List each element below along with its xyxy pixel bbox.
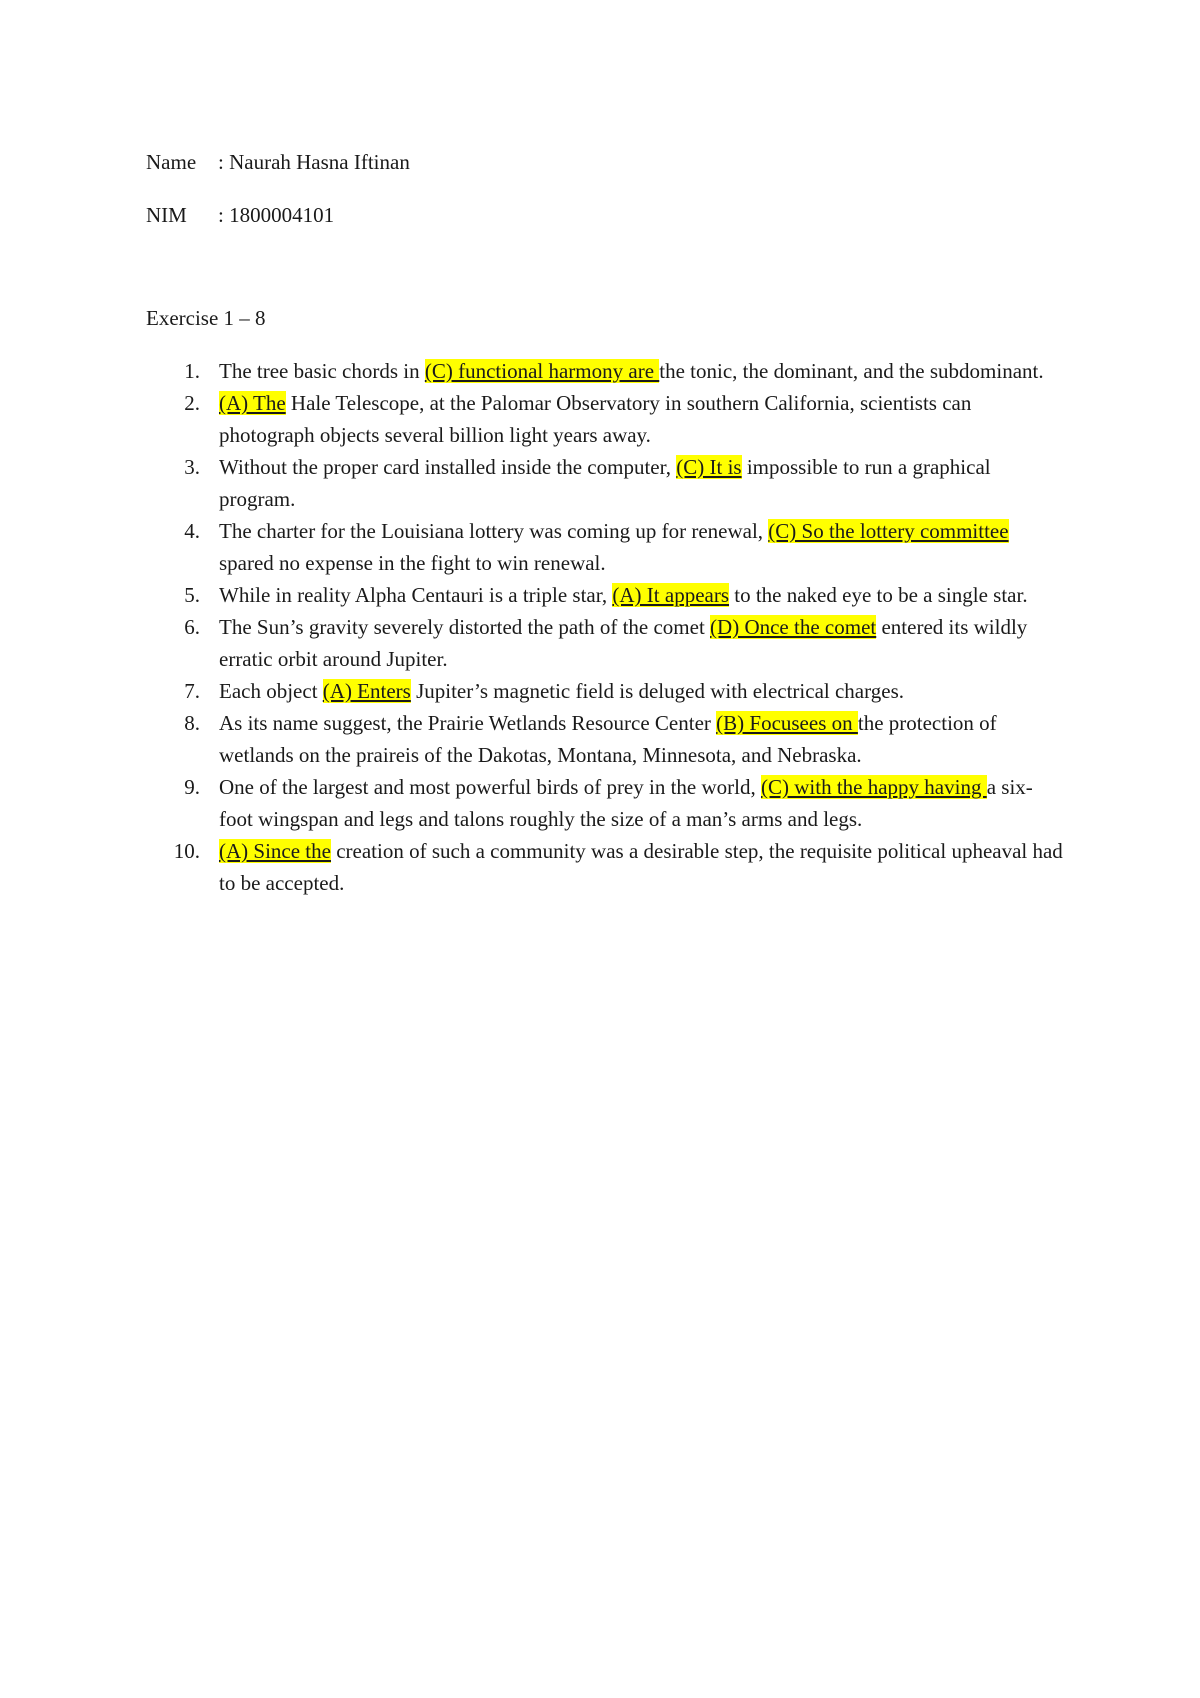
item-number: 1.: [184, 359, 200, 383]
list-item: [146, 611, 1066, 675]
item-text-after: spared no expense in the fight to win renewal.: [219, 551, 606, 575]
name-label: Name: [146, 150, 197, 174]
highlighted-answer: (A) Since the: [219, 839, 331, 863]
item-text-after: Hale Telescope, at the Palomar Observatory in southern California, scientists can photograph objects several billion light years away.: [219, 391, 972, 447]
item-text-before: As its name suggest, the Prairie Wetlands Resource Center: [219, 711, 717, 735]
nim-label: NIM: [146, 203, 187, 227]
highlighted-answer: (C) So the lottery committee: [768, 519, 1009, 543]
item-number: 4.: [184, 519, 200, 543]
item-number: 3.: [184, 455, 200, 479]
item-text-before: One of the largest and most powerful birds of prey in the world,: [219, 775, 761, 799]
item-text-before: Without the proper card installed inside the computer,: [219, 455, 677, 479]
nim-value: : 1800004101: [218, 203, 335, 227]
highlighted-answer: (D) Once the comet: [710, 615, 877, 639]
item-number: 8.: [184, 711, 200, 735]
highlighted-answer: (A) Enters: [322, 679, 411, 703]
list-item: [146, 451, 1066, 515]
item-number: 10.: [173, 839, 200, 863]
item-text-before: While in reality Alpha Centauri is a triple star,: [219, 583, 613, 607]
item-number: 7.: [184, 679, 200, 703]
highlighted-answer: (C) with the happy having: [761, 775, 987, 799]
highlighted-answer: (C) It is: [676, 455, 742, 479]
item-text-after: to the naked eye to be a single star.: [729, 583, 1028, 607]
item-text-before: Each object: [219, 679, 323, 703]
item-text-after: a six-foot wingspan and legs and talons roughly the size of a man’s arms and legs.: [219, 775, 1033, 831]
list-item: [146, 707, 1066, 771]
highlighted-answer: (C) functional harmony are: [424, 359, 660, 383]
item-text-after: entered its wildly erratic orbit around Jupiter.: [219, 615, 1028, 671]
item-text-before: The tree basic chords in: [219, 359, 425, 383]
list-item: [146, 387, 1066, 451]
item-text-after: Jupiter’s magnetic field is deluged with electrical charges.: [410, 679, 904, 703]
item-text-before: The Sun’s gravity severely distorted the path of the comet: [219, 615, 711, 639]
item-text-after: the protection of wetlands on the praireis of the Dakotas, Montana, Minnesota, and Nebraska.: [219, 711, 997, 767]
list-item: [146, 675, 1066, 707]
item-text-after: creation of such a community was a desirable step, the requisite political upheaval had to be accepted.: [219, 839, 1063, 895]
name-value: : Naurah Hasna Iftinan: [218, 150, 410, 174]
nim-line: [146, 199, 334, 231]
highlighted-answer: (A) It appears: [612, 583, 729, 607]
name-line: [146, 146, 410, 178]
list-item: [146, 355, 1066, 387]
list-item: [146, 515, 1066, 579]
highlighted-answer: (B) Focusees on: [716, 711, 858, 735]
item-text-after: the tonic, the dominant, and the subdominant.: [659, 359, 1044, 383]
answer-list: [146, 355, 1066, 899]
item-number: 9.: [184, 775, 200, 799]
item-number: 5.: [184, 583, 200, 607]
list-item: [146, 835, 1066, 899]
exercise-title: Exercise 1 – 8: [146, 306, 266, 330]
item-number: 6.: [184, 615, 200, 639]
list-item: [146, 771, 1066, 835]
item-text-before: The charter for the Louisiana lottery was coming up for renewal,: [219, 519, 769, 543]
item-text-after: impossible to run a graphical program.: [219, 455, 991, 511]
highlighted-answer: (A) The: [219, 391, 286, 415]
list-item: [146, 579, 1066, 611]
item-number: 2.: [184, 391, 200, 415]
